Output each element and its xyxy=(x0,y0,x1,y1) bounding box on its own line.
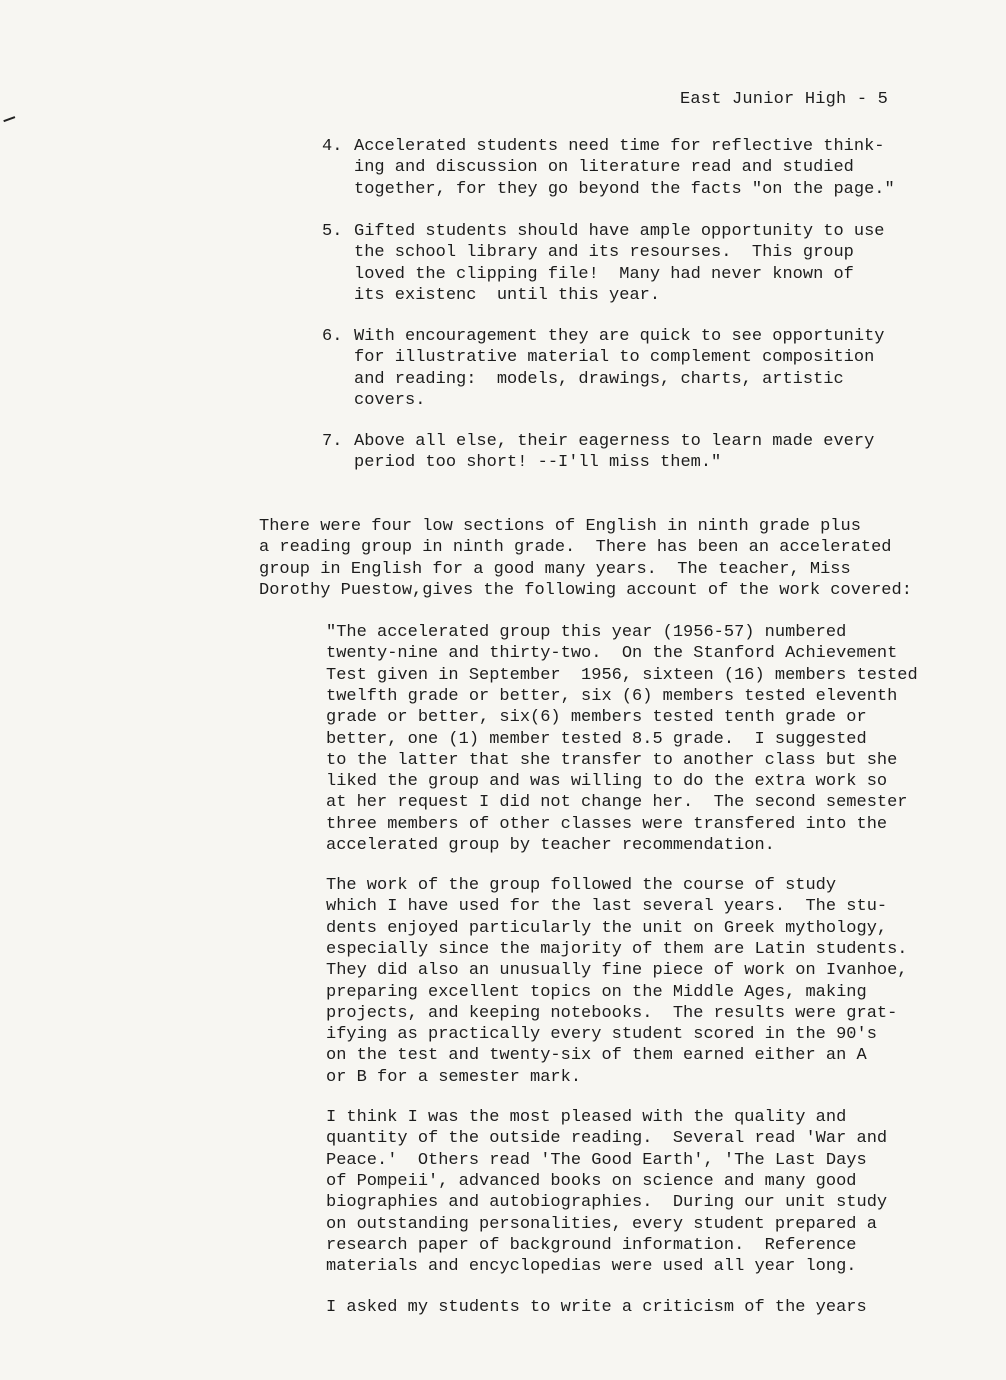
item-text-line: period too short! --I'll miss them." xyxy=(354,453,722,473)
quote-line: on the test and twenty-six of them earned either an A xyxy=(326,1046,867,1066)
quote-line: twenty-nine and thirty-two. On the Stanford Achievement xyxy=(326,644,898,664)
quote-line: on outstanding personalities, every student prepared a xyxy=(326,1214,877,1234)
item-text-line: Gifted students should have ample opportunity to use xyxy=(354,222,885,241)
quote-line: dents enjoyed particularly the unit on Greek mythology, xyxy=(326,918,888,938)
item-text-line: for illustrative material to complement composition xyxy=(354,348,875,368)
quote-line: I think I was the most pleased with the quality and xyxy=(326,1108,847,1127)
quote-line: research paper of background information. Reference xyxy=(326,1235,857,1255)
item-number: 4. xyxy=(322,137,343,156)
quote-line: three members of other classes were transfered into the xyxy=(326,814,888,834)
item-text-line: Accelerated students need time for reflective think- xyxy=(354,137,885,156)
quote-line: Test given in September 1956, sixteen (16) members tested xyxy=(326,665,918,685)
quote-line: preparing excellent topics on the Middle Ages, making xyxy=(326,982,867,1002)
quote-line: liked the group and was willing to do the extra work so xyxy=(326,772,888,792)
intro-line: There were four low sections of English in ninth grade plus xyxy=(259,517,861,536)
quote-line: of Pompeii', advanced books on science and many good xyxy=(326,1171,857,1191)
item-number: 5. xyxy=(322,222,343,241)
quote-line: or B for a semester mark. xyxy=(326,1067,582,1087)
quote-line: at her request I did not change her. The second semester xyxy=(326,793,908,813)
item-number: 7. xyxy=(322,432,343,451)
quote-line: materials and encyclopedias were used all year long. xyxy=(326,1257,857,1277)
quote-line: quantity of the outside reading. Several read 'War and xyxy=(326,1129,888,1149)
quote-line: biographies and autobiographies. During our unit study xyxy=(326,1193,888,1213)
intro-line: Dorothy Puestow,gives the following account of the work covered: xyxy=(259,580,912,600)
quote-line: twelfth grade or better, six (6) members tested eleventh xyxy=(326,686,898,706)
quote-line: grade or better, six(6) members tested tenth grade or xyxy=(326,708,867,728)
quote-line: They did also an unusually fine piece of work on Ivanhoe, xyxy=(326,961,908,981)
quote-line: Peace.' Others read 'The Good Earth', 'The Last Days xyxy=(326,1150,867,1170)
quote-line: I asked my students to write a criticism of the years xyxy=(326,1298,867,1317)
item-text-line: covers. xyxy=(354,390,426,410)
item-text-line: the school library and its resourses. This group xyxy=(354,243,854,263)
margin-mark xyxy=(3,116,16,126)
page-header: East Junior High - 5 xyxy=(680,90,889,109)
item-text-line: ing and discussion on literature read and studied xyxy=(354,158,854,178)
quote-line: which I have used for the last several years. The stu- xyxy=(326,897,888,917)
intro-line: a reading group in ninth grade. There has been an accelerated xyxy=(259,538,892,558)
quote-line: ifying as practically every student scored in the 90's xyxy=(326,1025,877,1045)
item-text-line: Above all else, their eagerness to learn made every xyxy=(354,432,875,451)
item-number: 6. xyxy=(322,327,343,346)
quote-line: especially since the majority of them are Latin students. xyxy=(326,939,908,959)
item-text-line: and reading: models, drawings, charts, artistic xyxy=(354,369,844,389)
item-text-line: together, for they go beyond the facts "on the page." xyxy=(354,179,895,199)
quote-line: better, one (1) member tested 8.5 grade. I suggested xyxy=(326,729,867,749)
quote-line: accelerated group by teacher recommendation. xyxy=(326,836,775,855)
quote-line: "The accelerated group this year (1956-57) numbered xyxy=(326,623,847,642)
item-text-line: its existenc until this year. xyxy=(354,285,661,305)
item-text-line: loved the clipping file! Many had never known of xyxy=(354,264,854,284)
quote-line: to the latter that she transfer to another class but she xyxy=(326,750,898,770)
intro-line: group in English for a good many years. The teacher, Miss xyxy=(259,559,851,579)
item-text-line: With encouragement they are quick to see opportunity xyxy=(354,327,885,346)
quote-line: projects, and keeping notebooks. The results were grat- xyxy=(326,1003,898,1023)
quote-line: The work of the group followed the course of study xyxy=(326,876,837,895)
